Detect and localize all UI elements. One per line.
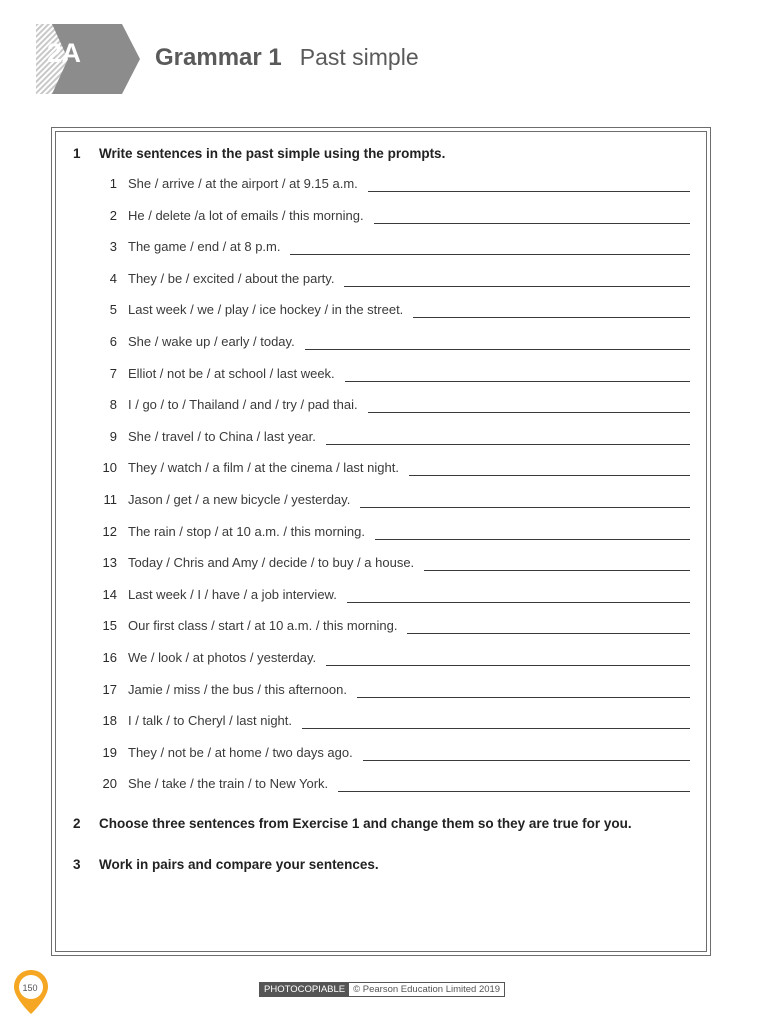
exercise-item bbox=[96, 587, 696, 607]
item-prompt: She / wake up / early / today. bbox=[128, 334, 295, 349]
exercise-number: 1 bbox=[73, 146, 81, 161]
item-number: 13 bbox=[102, 555, 117, 571]
item-prompt: Last week / we / play / ice hockey / in the street. bbox=[128, 302, 404, 318]
answer-line[interactable] bbox=[368, 191, 690, 192]
item-prompt: Elliot / not be / at school / last week. bbox=[128, 365, 335, 381]
answer-line[interactable] bbox=[357, 697, 690, 698]
item-prompt: The game / end / at 8 p.m. bbox=[128, 239, 281, 255]
exercise-item bbox=[96, 397, 696, 417]
item-number: 2 bbox=[109, 207, 117, 223]
exercise-item bbox=[96, 492, 696, 512]
item-number: 9 bbox=[109, 428, 117, 444]
answer-line[interactable] bbox=[305, 349, 690, 350]
item-number: 10 bbox=[102, 460, 117, 476]
copyright-text: © Pearson Education Limited 2019 bbox=[353, 984, 501, 995]
exercise-item bbox=[96, 239, 696, 259]
copyright-notice bbox=[259, 982, 505, 997]
answer-line[interactable] bbox=[368, 412, 690, 413]
item-number: 18 bbox=[102, 713, 117, 729]
unit-badge-label: 2A bbox=[47, 38, 81, 68]
title-main: Grammar 1 bbox=[155, 44, 282, 71]
item-number: 5 bbox=[109, 302, 117, 318]
item-number: 6 bbox=[109, 334, 117, 349]
item-prompt: He / delete /a lot of emails / this morning. bbox=[128, 207, 364, 223]
answer-line[interactable] bbox=[360, 507, 690, 508]
item-prompt: The rain / stop / at 10 a.m. / this morning. bbox=[128, 523, 365, 539]
answer-line[interactable] bbox=[374, 223, 690, 224]
exercise-instruction: Work in pairs and compare your sentences. bbox=[99, 857, 379, 872]
item-number: 16 bbox=[102, 650, 117, 665]
exercise-item bbox=[96, 208, 696, 228]
title-subtitle: Past simple bbox=[299, 44, 419, 70]
item-number: 11 bbox=[103, 492, 117, 507]
photocopiable-label: PHOTOCOPIABLE bbox=[260, 983, 349, 996]
item-prompt: I / go / to / Thailand / and / try / pad thai. bbox=[128, 397, 358, 413]
item-prompt: We / look / at photos / yesterday. bbox=[128, 650, 317, 665]
item-prompt: I / talk / to Cheryl / last night. bbox=[128, 713, 293, 729]
exercise-item bbox=[96, 650, 696, 670]
item-prompt: She / travel / to China / last year. bbox=[128, 428, 316, 444]
exercise-item bbox=[96, 366, 696, 386]
exercise-item bbox=[96, 460, 696, 480]
exercise-instruction: Choose three sentences from Exercise 1 and change them so they are true for you. bbox=[99, 816, 632, 831]
item-prompt: Today / Chris and Amy / decide / to buy / a house. bbox=[128, 555, 415, 571]
item-prompt: Our first class / start / at 10 a.m. / this morning. bbox=[128, 618, 398, 634]
answer-line[interactable] bbox=[290, 254, 690, 255]
item-number: 12 bbox=[102, 523, 117, 539]
item-number: 4 bbox=[109, 270, 117, 286]
answer-line[interactable] bbox=[345, 381, 690, 382]
item-prompt: Last week / I / have / a job interview. bbox=[128, 586, 337, 602]
item-prompt: Jason / get / a new bicycle / yesterday. bbox=[128, 492, 351, 507]
answer-line[interactable] bbox=[347, 602, 690, 603]
item-number: 8 bbox=[109, 397, 117, 413]
exercise-item bbox=[96, 776, 696, 796]
page-number: 150 bbox=[22, 983, 38, 993]
item-prompt: They / be / excited / about the party. bbox=[128, 270, 335, 286]
worksheet-header bbox=[0, 0, 768, 110]
exercise-item bbox=[96, 524, 696, 544]
page-title bbox=[155, 44, 419, 72]
exercise-item bbox=[96, 429, 696, 449]
answer-line[interactable] bbox=[344, 286, 690, 287]
answer-line[interactable] bbox=[326, 444, 690, 445]
answer-line[interactable] bbox=[363, 760, 690, 761]
exercise-instruction: Write sentences in the past simple using the prompts. bbox=[99, 146, 446, 161]
exercise-item bbox=[96, 618, 696, 638]
answer-line[interactable] bbox=[407, 633, 690, 634]
item-number: 19 bbox=[102, 744, 117, 760]
answer-line[interactable] bbox=[338, 791, 690, 792]
exercise-item bbox=[96, 302, 696, 322]
answer-line[interactable] bbox=[409, 475, 690, 476]
exercise-number: 3 bbox=[73, 857, 81, 872]
exercise-item bbox=[96, 271, 696, 291]
item-number: 7 bbox=[109, 365, 117, 381]
item-number: 1 bbox=[109, 176, 117, 191]
answer-line[interactable] bbox=[375, 539, 690, 540]
item-number: 20 bbox=[102, 776, 117, 792]
item-prompt: They / not be / at home / two days ago. bbox=[128, 744, 353, 760]
item-prompt: She / take / the train / to New York. bbox=[128, 776, 329, 792]
exercise-item bbox=[96, 334, 696, 354]
item-prompt: She / arrive / at the airport / at 9.15 a.m. bbox=[128, 176, 358, 191]
answer-line[interactable] bbox=[424, 570, 690, 571]
item-number: 15 bbox=[102, 618, 117, 634]
answer-line[interactable] bbox=[326, 665, 690, 666]
item-number: 3 bbox=[109, 239, 117, 255]
exercise-item bbox=[96, 713, 696, 733]
item-prompt: Jamie / miss / the bus / this afternoon. bbox=[128, 681, 347, 697]
exercise-number: 2 bbox=[73, 816, 81, 831]
exercise-item bbox=[96, 555, 696, 575]
exercise-item bbox=[96, 745, 696, 765]
answer-line[interactable] bbox=[413, 317, 690, 318]
answer-line[interactable] bbox=[302, 728, 690, 729]
exercise-item bbox=[96, 176, 696, 196]
item-number: 17 bbox=[102, 681, 117, 697]
exercise-item bbox=[96, 682, 696, 702]
item-number: 14 bbox=[102, 586, 117, 602]
item-prompt: They / watch / a film / at the cinema / last night. bbox=[128, 460, 399, 476]
